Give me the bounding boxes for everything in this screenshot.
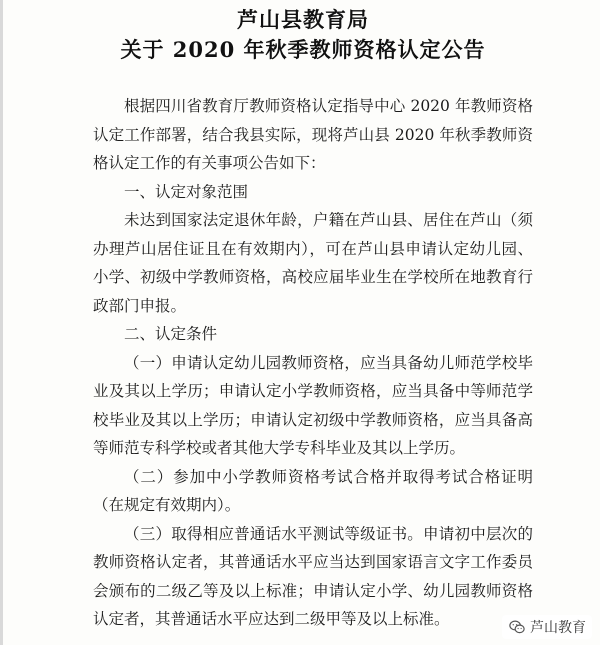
section2-item-2: （二）参加中小学教师资格考试合格并取得考试合格证明（在规定有效期内）。	[93, 467, 533, 514]
watermark-text: 芦山教育	[530, 620, 586, 636]
wechat-watermark	[502, 615, 592, 639]
section2-heading: 二、认定条件	[124, 325, 218, 343]
document-body	[93, 92, 533, 634]
intro-paragraph: 根据四川省教育厅教师资格认定指导中心 2020 年教师资格认定工作部署，结合我县实际，现将芦山县 2020 年秋季教师资格认定工作的有关事项公告如下：	[93, 97, 533, 172]
document-title-line1: 芦山县教育局	[237, 7, 369, 32]
section2-item-1: （一）申请认定幼儿园教师资格，应当具备幼儿师范学校毕业及其以上学历；申请认定小学教师资格，应当具备中等师范学校毕业及其以上学历；申请认定初级中学教师资格，应当具备高等师范专科学校或者其他大学专科毕业及其以上学历。	[93, 353, 533, 457]
document-title-line2: 关于 2020 年秋季教师资格认定公告	[120, 37, 486, 62]
section1-paragraph: 未达到国家法定退休年龄，户籍在芦山县、居住在芦山（须办理芦山居住证且在有效期内），可在芦山县申请认定幼儿园、小学、初级中学教师资格，高校应届毕业生在学校所在地教育行政部门申报。	[93, 211, 533, 315]
section1-heading: 一、认定对象范围	[124, 182, 249, 201]
section2-item-3: （三）取得相应普通话水平测试等级证书。申请初中层次的教师资格认定者，其普通话水平应当达到国家语言文字工作委员会颁布的二级乙等及以上标准；申请认定小学、幼儿园教师资格认定者，其普通话水平应达到二级甲等及以上标准。	[93, 524, 533, 628]
wechat-icon	[508, 618, 526, 636]
